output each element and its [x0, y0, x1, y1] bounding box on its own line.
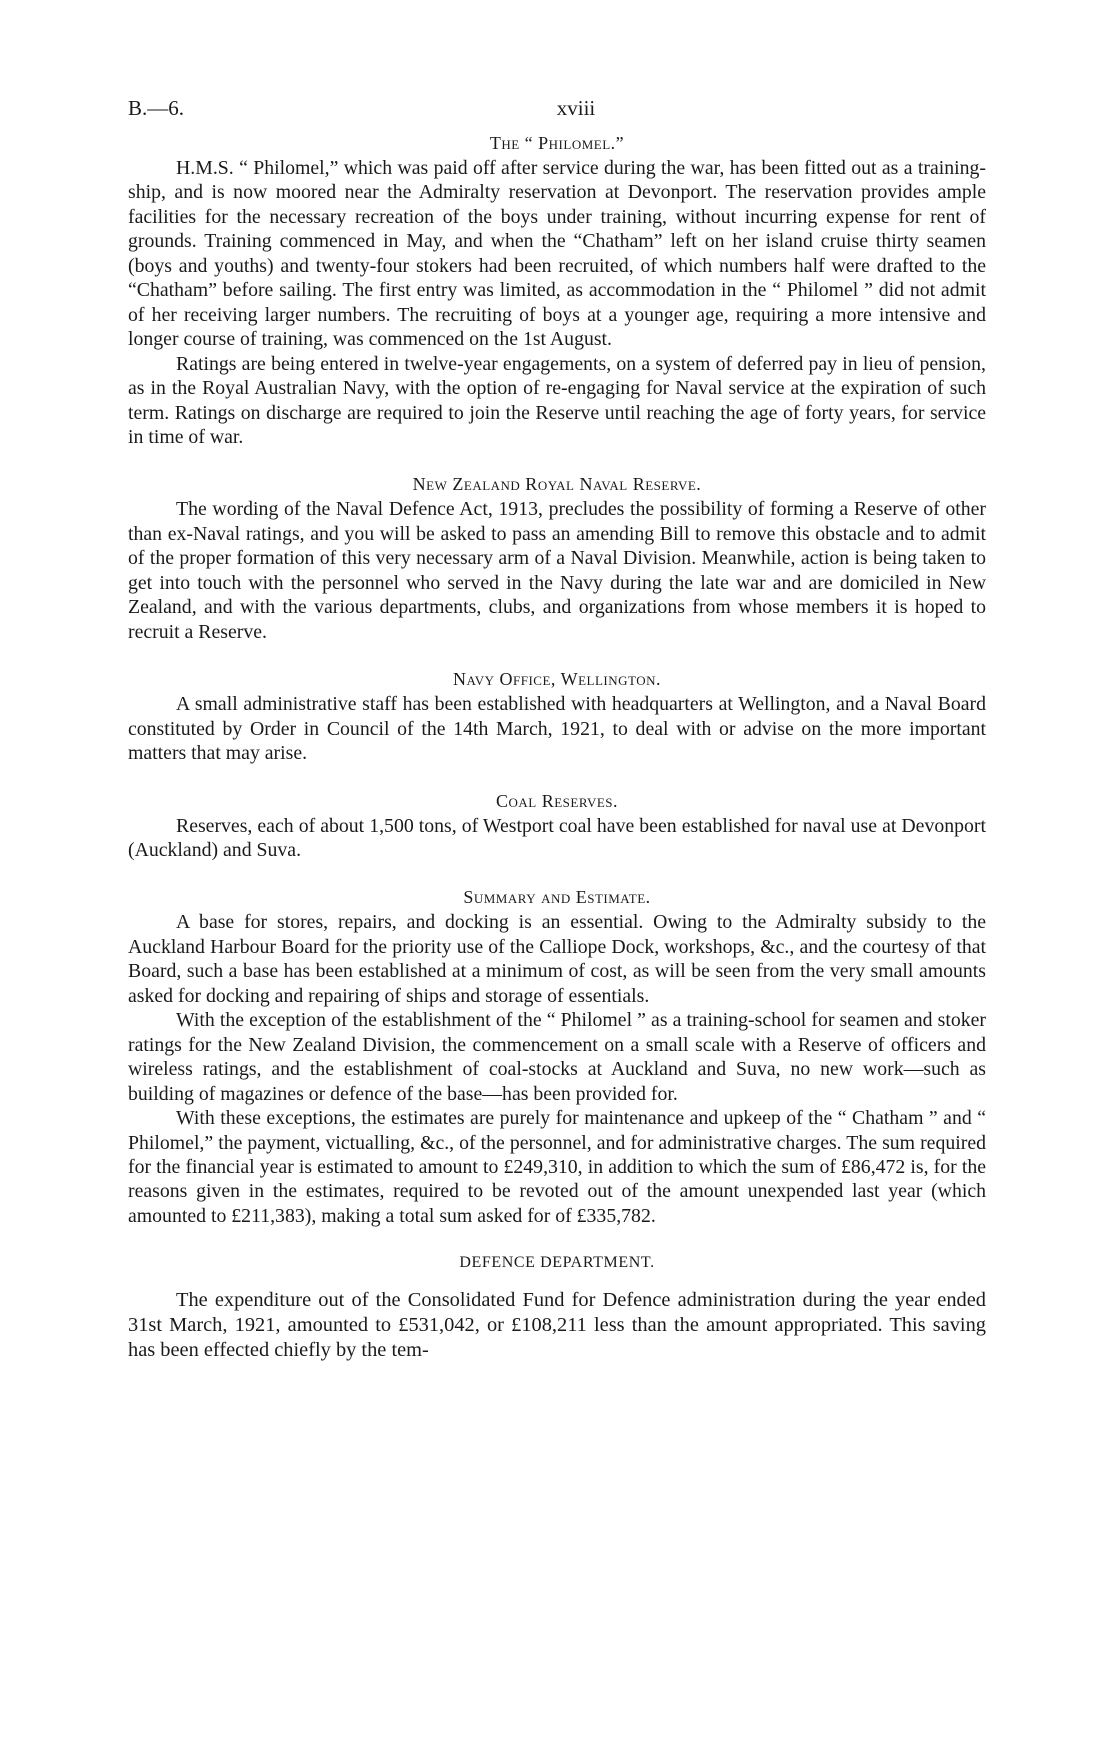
section-naval-reserve: [128, 471, 986, 644]
section-heading: The “ Philomel.”: [489, 133, 625, 153]
section-coal-reserves: [128, 788, 986, 863]
paragraph: The expenditure out of the Consolidated Fund for Defence administration during the year ended 31st March, 1921, amounted to £531,042, or £108,211 less than the amount appropriated. This saving has been effected chiefly by the tem-: [128, 1289, 986, 1362]
paragraph: Ratings are being entered in twelve-year engagements, on a system of deferred pay in lieu of pension, as in the Royal Australian Navy, with the option of re-engaging for Naval service at the expiration of such term. Ratings on discharge are required to join the Reserve until reaching the age of forty years, for service in time of war.: [128, 352, 986, 448]
section-navy-office: [128, 666, 986, 765]
section-summary-estimate: [128, 884, 986, 1228]
section-philomel: [128, 130, 986, 449]
section-defence-department: [128, 1250, 986, 1363]
page-number: xviii: [556, 96, 596, 120]
section-heading: Navy Office, Wellington.: [453, 669, 661, 690]
section-heading: Coal Reserves.: [495, 790, 619, 811]
paragraph: H.M.S. “ Philomel,” which was paid off after service during the war, has been fitted out as a training-ship, and is now moored near the Admiralty reservation at Devonport. The reservation provides ample facilities for the necessary recreation of the boys under training, without incurring expense for rent of grounds. Training commenced in May, and when the “Chatham” left on her island cruise thirty seamen (boys and youths) and twenty-four stokers had been recruited, of which numbers half were drafted to the “Chatham” before sailing. The first entry was limited, as accommodation in the “ Philomel ” did not admit of her receiving larger numbers. The recruiting of boys at a younger age, requiring a more intensive and longer course of training, was commenced on the 1st August.: [128, 157, 986, 351]
page-header: [128, 96, 986, 126]
paragraph: The wording of the Naval Defence Act, 1913, precludes the possibility of forming a Reserve of other than ex-Naval ratings, and you will be asked to pass an amending Bill to remove this obstacle and to admit of the proper formation of this very necessary arm of a Naval Division. Meanwhile, action is being taken to get into touch with the personnel who served in the Navy during the late war and are domiciled in New Zealand, and with the various departments, clubs, and organizations from whose members it is hoped to recruit a Reserve.: [128, 498, 986, 643]
document-reference: B.—6.: [128, 96, 185, 120]
paragraph: A small administrative staff has been established with headquarters at Wellington, and a Naval Board constituted by Order in Council of the 14th March, 1921, to deal with or advise on the more important matters that may arise.: [128, 693, 986, 765]
paragraph: Reserves, each of about 1,500 tons, of Westport coal have been established for naval use at Devonport (Auckland) and Suva.: [128, 814, 986, 861]
body-text: [128, 130, 986, 1363]
section-heading: Summary and Estimate.: [463, 887, 651, 908]
paragraph: A base for stores, repairs, and docking is an essential. Owing to the Admiralty subsidy to the Auckland Harbour Board for the priority use of the Calliope Dock, workshops, &c., and the courtesy of that Board, such a base has been established at a minimum of cost, as will be seen from the very small amounts asked for docking and repairing of ships and storage of essentials.: [128, 911, 986, 1007]
section-heading: DEFENCE DEPARTMENT.: [459, 1254, 655, 1272]
paragraph: With these exceptions, the estimates are purely for maintenance and upkeep of the “ Chatham ” and “ Philomel,” the payment, victualling, &c., of the personnel, and for administrative charges. The sum required for the financial year is estimated to amount to £249,310, in addition to which the sum of £86,472 is, for the reasons given in the estimates, required to be revoted out of the amount unexpended last year (which amounted to £211,383), making a total sum asked for of £335,782.: [128, 1107, 986, 1227]
section-heading: New Zealand Royal Naval Reserve.: [412, 474, 702, 495]
paragraph: With the exception of the establishment of the “ Philomel ” as a training-school for seamen and stoker ratings for the New Zealand Division, the commencement on a small scale with a Reserve of officers and wireless ratings, and the establishment of coal-stocks at Auckland and Suva, no new work—such as building of magazines or defence of the base—has been provided for.: [128, 1009, 986, 1105]
